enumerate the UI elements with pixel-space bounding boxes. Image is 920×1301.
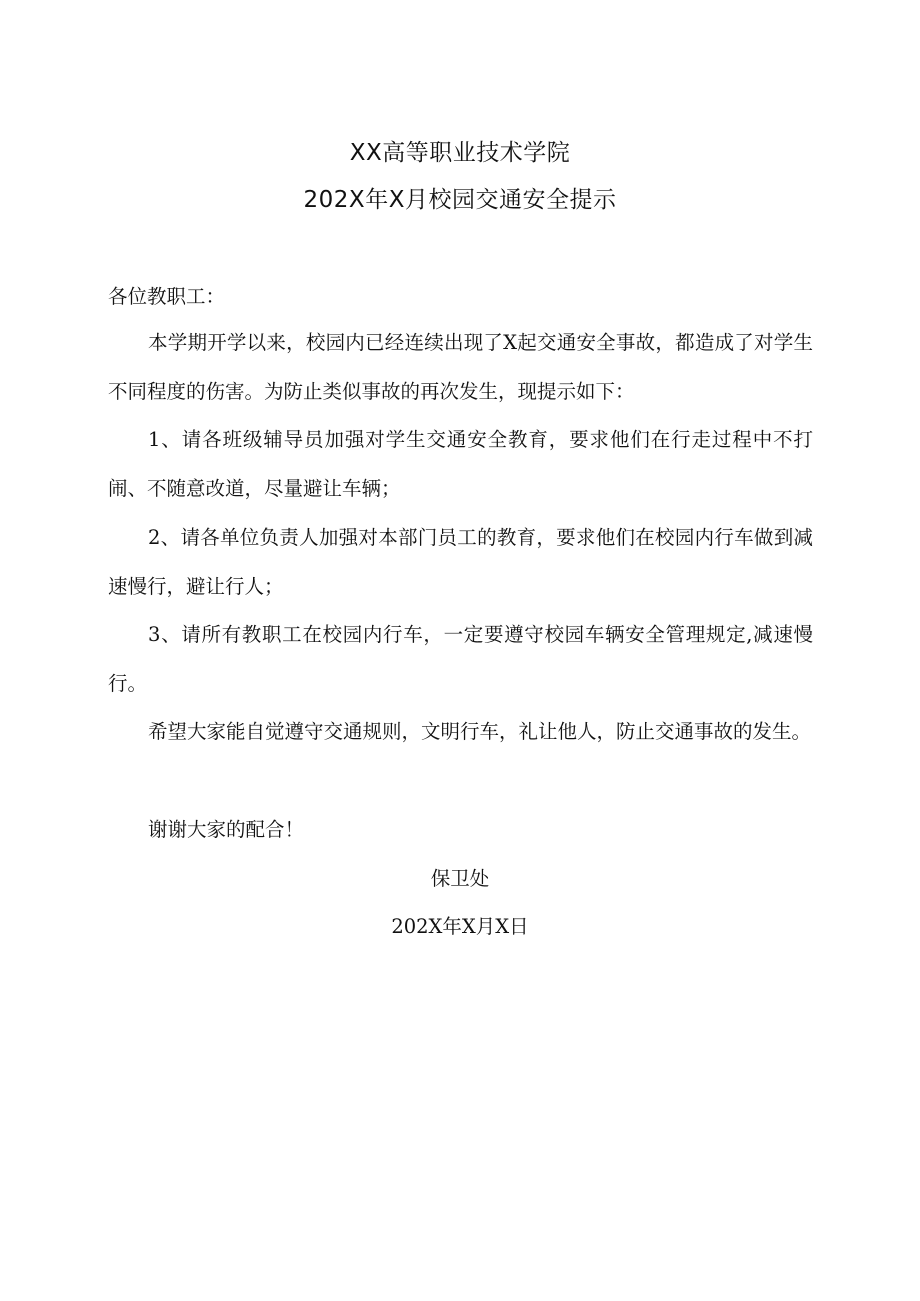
signature-date: 202X年X月X日	[391, 915, 529, 938]
salutation: 各位教职工：	[108, 285, 226, 308]
paragraph-thanks: 谢谢大家的配合！	[148, 818, 305, 841]
paragraph-item-1: 1、请各班级辅导员加强对学生交通安全教育，要求他们在行走过程中不打闹、不随意改道，尽量避让车辆；	[108, 428, 813, 500]
paragraph-item-3: 3、请所有教职工在校园内行车，一定要遵守校园车辆安全管理规定,减速慢行。	[108, 623, 813, 695]
notice-title: 202X年X月校园交通安全提示	[303, 187, 617, 213]
school-name-title: XX高等职业技术学院	[349, 140, 571, 166]
signature-department: 保卫处	[430, 867, 490, 890]
paragraph-item-2: 2、请各单位负责人加强对本部门员工的教育，要求他们在校园内行车做到减速慢行，避让行人；	[108, 526, 813, 598]
paragraph-closing: 希望大家能自觉遵守交通规则，文明行车，礼让他人，防止交通事故的发生。	[148, 720, 812, 743]
paragraph-intro: 本学期开学以来，校园内已经连续出现了X起交通安全事故，都造成了对学生不同程度的伤害。为防止类似事故的再次发生，现提示如下：	[108, 331, 813, 403]
